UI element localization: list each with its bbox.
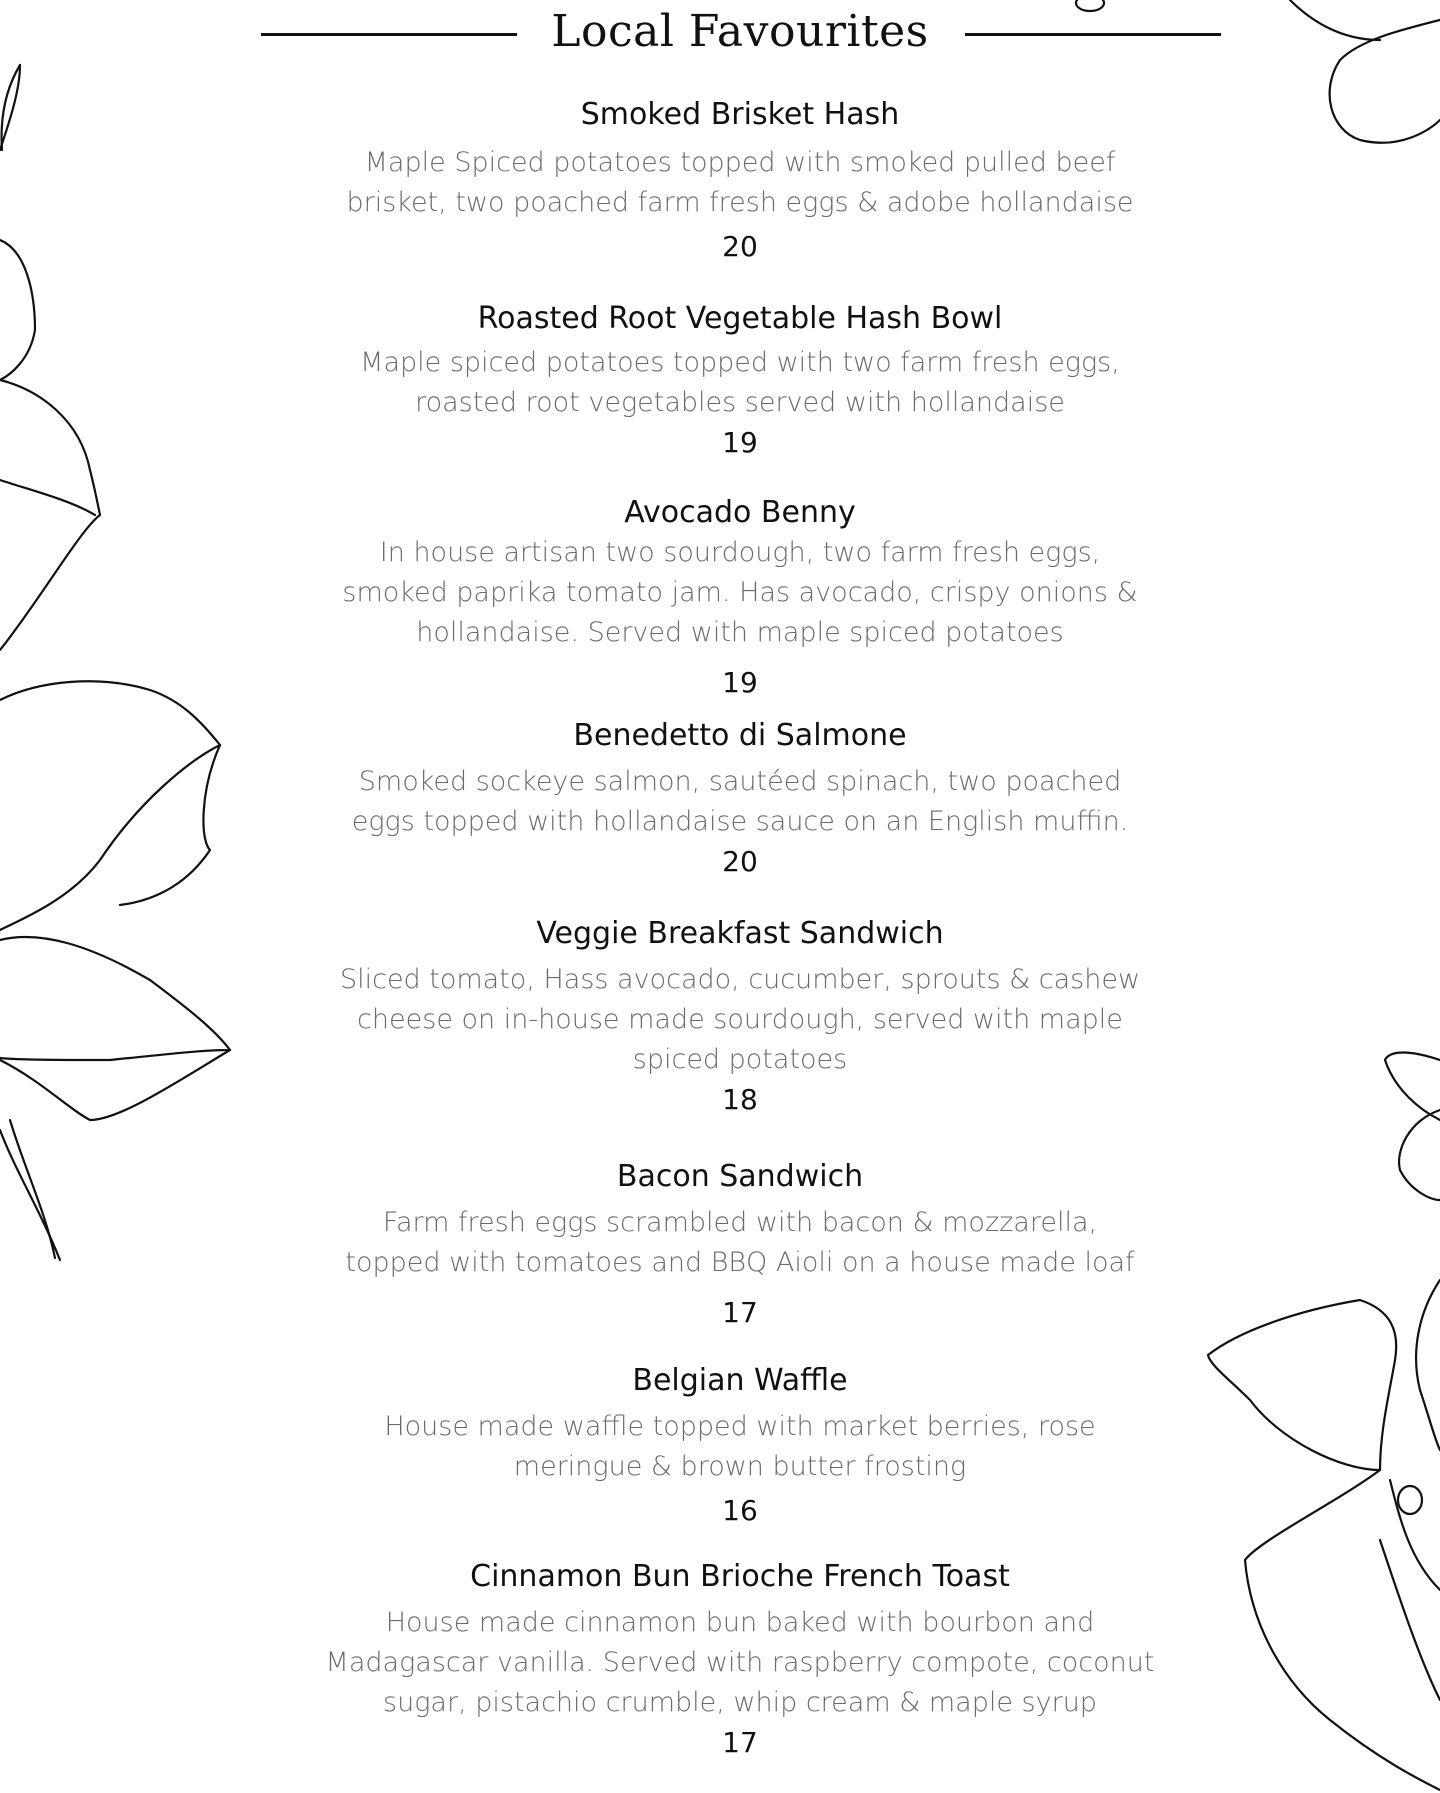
menu-item-name: Bacon Sandwich <box>616 1159 864 1194</box>
menu-item <box>0 95 1440 267</box>
menu-item-price: 20 <box>722 230 758 263</box>
menu-item-name: Smoked Brisket Hash <box>580 97 900 132</box>
menu-item-name: Veggie Breakfast Sandwich <box>536 916 944 951</box>
menu-item-description: Smoked sockeye salmon, sautéed spinach, two poached eggs topped with hollandaise sauce on an English muffin. <box>351 766 1129 837</box>
menu-item-description: Farm fresh eggs scrambled with bacon & mozzarella, topped with tomatoes and BBQ Aioli on a house made loaf <box>345 1207 1135 1278</box>
menu-item-name: Benedetto di Salmone <box>573 718 907 753</box>
menu-item <box>0 914 1440 1120</box>
menu-item-description: House made waffle topped with market berries, rose meringue & brown butter frosting <box>384 1411 1096 1482</box>
menu-item <box>0 716 1440 882</box>
menu-item-price: 16 <box>722 1494 758 1527</box>
menu-item <box>0 1157 1440 1333</box>
menu-item-name: Cinnamon Bun Brioche French Toast <box>470 1559 1010 1594</box>
menu-section-title: Local Favourites <box>551 6 929 57</box>
menu-item-name: Roasted Root Vegetable Hash Bowl <box>477 301 1003 336</box>
menu-item-price: 18 <box>722 1083 758 1116</box>
menu-item <box>0 1557 1440 1763</box>
menu-item-description: In house artisan two sourdough, two farm fresh eggs, smoked paprika tomato jam. Has avocado, crispy onions & hollandaise. Served with maple spiced potatoes <box>342 537 1138 648</box>
menu-header <box>0 0 1440 80</box>
menu-item-description: House made cinnamon bun baked with bourbon and Madagascar vanilla. Served with raspberry compote, coconut sugar, pistachio crumble, whip cream & maple syrup <box>325 1607 1155 1718</box>
menu-item-price: 19 <box>722 426 758 459</box>
menu-item-price: 17 <box>722 1726 758 1759</box>
menu-item <box>0 1361 1440 1531</box>
menu-item-description: Sliced tomato, Hass avocado, cucumber, sprouts & cashew cheese on in-house made sourdough, served with maple spiced potatoes <box>339 964 1141 1075</box>
menu-item-description: Maple spiced potatoes topped with two farm fresh eggs, roasted root vegetables served with hollandaise <box>360 347 1120 418</box>
menu-item <box>0 493 1440 703</box>
header-rule-right <box>965 33 1221 36</box>
menu-item-name: Avocado Benny <box>624 495 856 530</box>
menu-item-price: 19 <box>722 666 758 699</box>
menu-item-description: Maple Spiced potatoes topped with smoked pulled beef brisket, two poached farm fresh eggs & adobe hollandaise <box>346 147 1134 218</box>
menu-item <box>0 299 1440 463</box>
menu-item-name: Belgian Waffle <box>632 1363 848 1398</box>
menu-item-price: 20 <box>722 845 758 878</box>
menu-item-price: 17 <box>722 1296 758 1329</box>
